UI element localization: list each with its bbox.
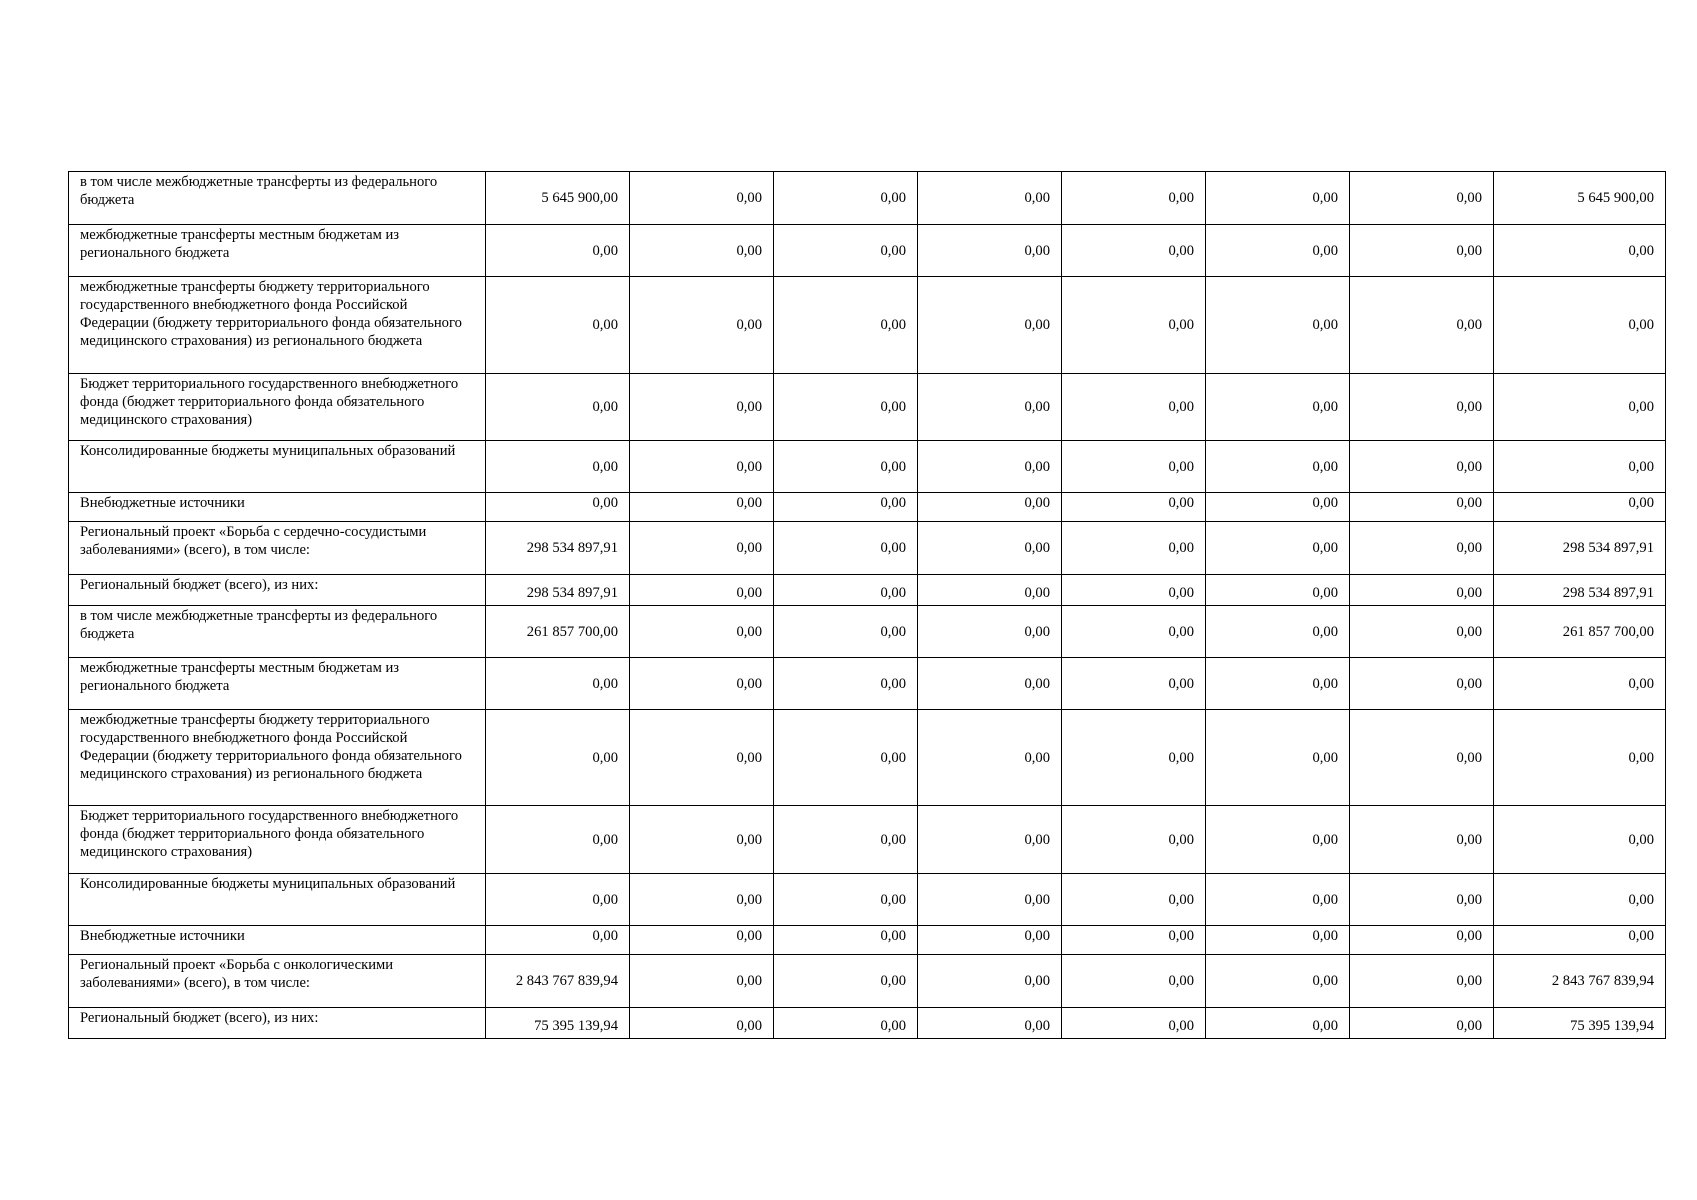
value-cell: 0,00 [630, 277, 774, 374]
table-row [69, 172, 1666, 225]
table-row [69, 658, 1666, 710]
value-cell: 0,00 [486, 926, 630, 955]
value-cell: 0,00 [1350, 926, 1494, 955]
row-label-cell: межбюджетные трансферты бюджету территориального государственного внебюджетного фонда Российской Федерации (бюджету территориального фонда обязательного медицинского страхования) из регионального бюджета [69, 710, 486, 806]
total-value-cell: 0,00 [1494, 441, 1666, 493]
total-value-cell: 0,00 [1494, 926, 1666, 955]
value-cell: 0,00 [918, 575, 1062, 606]
value-cell: 0,00 [1062, 575, 1206, 606]
value-cell: 0,00 [1062, 806, 1206, 874]
total-value-cell: 0,00 [1494, 493, 1666, 522]
row-label-cell: Бюджет территориального государственного внебюджетного фонда (бюджет территориального фонда обязательного медицинского страхования) [69, 806, 486, 874]
table-row [69, 225, 1666, 277]
value-cell: 0,00 [918, 658, 1062, 710]
value-cell: 0,00 [1062, 225, 1206, 277]
value-cell: 0,00 [918, 710, 1062, 806]
value-cell: 0,00 [630, 710, 774, 806]
value-cell: 0,00 [1062, 374, 1206, 441]
total-value-cell: 298 534 897,91 [1494, 575, 1666, 606]
value-cell: 0,00 [630, 955, 774, 1008]
value-cell: 0,00 [918, 522, 1062, 575]
value-cell: 0,00 [774, 710, 918, 806]
value-cell: 0,00 [1206, 658, 1350, 710]
row-label-cell: в том числе межбюджетные трансферты из федерального бюджета [69, 606, 486, 658]
value-cell: 0,00 [918, 1008, 1062, 1039]
value-cell: 0,00 [630, 926, 774, 955]
table-row [69, 277, 1666, 374]
value-cell: 0,00 [1350, 441, 1494, 493]
value-cell: 0,00 [918, 955, 1062, 1008]
value-cell: 0,00 [630, 1008, 774, 1039]
value-cell: 0,00 [1206, 710, 1350, 806]
value-cell: 0,00 [1350, 955, 1494, 1008]
value-cell: 0,00 [630, 658, 774, 710]
value-cell: 0,00 [1062, 522, 1206, 575]
value-cell: 0,00 [1206, 277, 1350, 374]
value-cell: 0,00 [1350, 710, 1494, 806]
value-cell: 261 857 700,00 [486, 606, 630, 658]
total-value-cell: 0,00 [1494, 874, 1666, 926]
value-cell: 0,00 [486, 374, 630, 441]
value-cell: 0,00 [1350, 522, 1494, 575]
value-cell: 2 843 767 839,94 [486, 955, 630, 1008]
value-cell: 0,00 [630, 225, 774, 277]
value-cell: 0,00 [774, 926, 918, 955]
row-label-cell: межбюджетные трансферты местным бюджетам из регионального бюджета [69, 225, 486, 277]
value-cell: 0,00 [630, 522, 774, 575]
table-row [69, 710, 1666, 806]
value-cell: 0,00 [774, 955, 918, 1008]
value-cell: 0,00 [1350, 575, 1494, 606]
value-cell: 0,00 [486, 441, 630, 493]
value-cell: 0,00 [1206, 874, 1350, 926]
value-cell: 0,00 [1350, 172, 1494, 225]
value-cell: 0,00 [774, 806, 918, 874]
value-cell: 0,00 [1206, 606, 1350, 658]
table-row [69, 806, 1666, 874]
value-cell: 0,00 [774, 1008, 918, 1039]
table-body [69, 172, 1666, 1039]
value-cell: 0,00 [1062, 926, 1206, 955]
value-cell: 0,00 [1206, 926, 1350, 955]
total-value-cell: 298 534 897,91 [1494, 522, 1666, 575]
table-row [69, 874, 1666, 926]
row-label-cell: межбюджетные трансферты местным бюджетам из регионального бюджета [69, 658, 486, 710]
value-cell: 0,00 [1062, 441, 1206, 493]
total-value-cell: 261 857 700,00 [1494, 606, 1666, 658]
row-label-cell: Бюджет территориального государственного внебюджетного фонда (бюджет территориального фонда обязательного медицинского страхования) [69, 374, 486, 441]
value-cell: 0,00 [918, 441, 1062, 493]
table-row [69, 575, 1666, 606]
table-row [69, 522, 1666, 575]
value-cell: 0,00 [630, 575, 774, 606]
value-cell: 0,00 [1062, 955, 1206, 1008]
value-cell: 0,00 [1350, 277, 1494, 374]
value-cell: 0,00 [774, 658, 918, 710]
value-cell: 0,00 [774, 374, 918, 441]
value-cell: 0,00 [630, 806, 774, 874]
value-cell: 298 534 897,91 [486, 522, 630, 575]
value-cell: 0,00 [1206, 955, 1350, 1008]
row-label-cell: межбюджетные трансферты бюджету территориального государственного внебюджетного фонда Российской Федерации (бюджету территориального фонда обязательного медицинского страхования) из регионального бюджета [69, 277, 486, 374]
value-cell: 0,00 [1206, 225, 1350, 277]
value-cell: 0,00 [918, 277, 1062, 374]
value-cell: 0,00 [774, 277, 918, 374]
row-label-cell: Консолидированные бюджеты муниципальных образований [69, 441, 486, 493]
value-cell: 0,00 [774, 225, 918, 277]
value-cell: 0,00 [1350, 874, 1494, 926]
value-cell: 0,00 [1350, 374, 1494, 441]
value-cell: 0,00 [774, 441, 918, 493]
value-cell: 5 645 900,00 [486, 172, 630, 225]
value-cell: 0,00 [1062, 874, 1206, 926]
value-cell: 0,00 [1206, 493, 1350, 522]
table-row [69, 374, 1666, 441]
value-cell: 0,00 [1062, 277, 1206, 374]
value-cell: 0,00 [1206, 441, 1350, 493]
table-row [69, 955, 1666, 1008]
value-cell: 0,00 [630, 493, 774, 522]
value-cell: 0,00 [1350, 493, 1494, 522]
value-cell: 0,00 [1350, 658, 1494, 710]
value-cell: 0,00 [918, 606, 1062, 658]
value-cell: 0,00 [774, 606, 918, 658]
value-cell: 0,00 [1206, 172, 1350, 225]
table-row [69, 441, 1666, 493]
value-cell: 0,00 [486, 225, 630, 277]
value-cell: 298 534 897,91 [486, 575, 630, 606]
value-cell: 0,00 [918, 172, 1062, 225]
budget-table [68, 171, 1666, 1039]
row-label-cell: в том числе межбюджетные трансферты из федерального бюджета [69, 172, 486, 225]
value-cell: 0,00 [1350, 806, 1494, 874]
value-cell: 0,00 [774, 874, 918, 926]
value-cell: 0,00 [486, 277, 630, 374]
total-value-cell: 0,00 [1494, 806, 1666, 874]
value-cell: 0,00 [1062, 1008, 1206, 1039]
value-cell: 0,00 [918, 806, 1062, 874]
value-cell: 0,00 [486, 658, 630, 710]
value-cell: 0,00 [918, 874, 1062, 926]
value-cell: 0,00 [1206, 1008, 1350, 1039]
value-cell: 0,00 [1206, 374, 1350, 441]
total-value-cell: 75 395 139,94 [1494, 1008, 1666, 1039]
total-value-cell: 5 645 900,00 [1494, 172, 1666, 225]
value-cell: 0,00 [918, 374, 1062, 441]
total-value-cell: 2 843 767 839,94 [1494, 955, 1666, 1008]
value-cell: 0,00 [1350, 606, 1494, 658]
value-cell: 0,00 [774, 493, 918, 522]
value-cell: 0,00 [486, 493, 630, 522]
value-cell: 0,00 [1062, 606, 1206, 658]
value-cell: 0,00 [918, 926, 1062, 955]
value-cell: 0,00 [774, 575, 918, 606]
row-label-cell: Региональный бюджет (всего), из них: [69, 575, 486, 606]
value-cell: 0,00 [630, 606, 774, 658]
table-row [69, 1008, 1666, 1039]
total-value-cell: 0,00 [1494, 225, 1666, 277]
value-cell: 0,00 [630, 374, 774, 441]
value-cell: 0,00 [630, 441, 774, 493]
row-label-cell: Внебюджетные источники [69, 926, 486, 955]
value-cell: 0,00 [630, 172, 774, 225]
table-row [69, 606, 1666, 658]
total-value-cell: 0,00 [1494, 277, 1666, 374]
value-cell: 0,00 [1062, 493, 1206, 522]
value-cell: 0,00 [918, 493, 1062, 522]
value-cell: 0,00 [1206, 806, 1350, 874]
value-cell: 0,00 [486, 806, 630, 874]
value-cell: 0,00 [1062, 172, 1206, 225]
total-value-cell: 0,00 [1494, 658, 1666, 710]
table-row [69, 493, 1666, 522]
value-cell: 0,00 [774, 172, 918, 225]
value-cell: 75 395 139,94 [486, 1008, 630, 1039]
value-cell: 0,00 [1206, 522, 1350, 575]
row-label-cell: Внебюджетные источники [69, 493, 486, 522]
value-cell: 0,00 [1350, 225, 1494, 277]
value-cell: 0,00 [1062, 710, 1206, 806]
row-label-cell: Консолидированные бюджеты муниципальных образований [69, 874, 486, 926]
value-cell: 0,00 [1062, 658, 1206, 710]
value-cell: 0,00 [1206, 575, 1350, 606]
table-row [69, 926, 1666, 955]
total-value-cell: 0,00 [1494, 374, 1666, 441]
value-cell: 0,00 [630, 874, 774, 926]
value-cell: 0,00 [486, 710, 630, 806]
row-label-cell: Региональный проект «Борьба с сердечно-сосудистыми заболеваниями» (всего), в том числе: [69, 522, 486, 575]
row-label-cell: Региональный проект «Борьба с онкологическими заболеваниями» (всего), в том числе: [69, 955, 486, 1008]
value-cell: 0,00 [774, 522, 918, 575]
row-label-cell: Региональный бюджет (всего), из них: [69, 1008, 486, 1039]
value-cell: 0,00 [918, 225, 1062, 277]
value-cell: 0,00 [486, 874, 630, 926]
total-value-cell: 0,00 [1494, 710, 1666, 806]
value-cell: 0,00 [1350, 1008, 1494, 1039]
